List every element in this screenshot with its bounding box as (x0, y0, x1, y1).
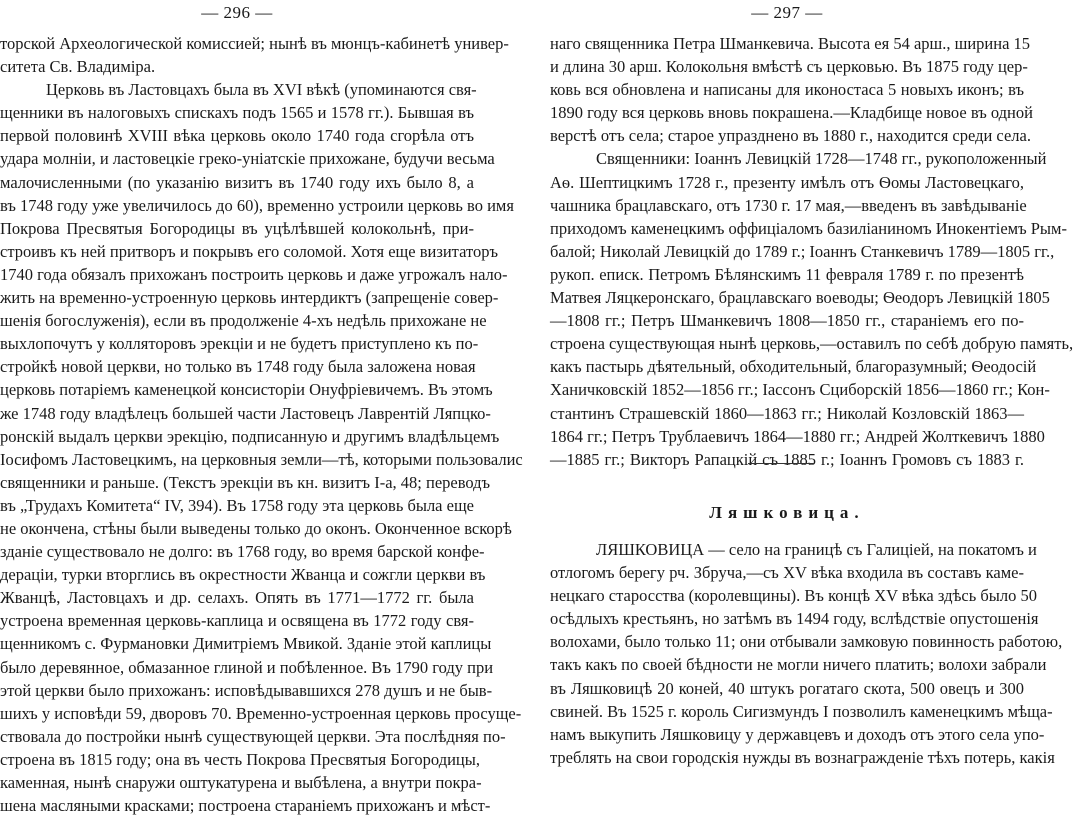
text-line: церковь потаріемъ каменецкой консисторіи Онуфріевичемъ. Въ этомъ (0, 380, 493, 400)
text-line: свиней. Въ 1525 г. король Сигизмундъ I позволилъ каменецкимъ мѣща- (550, 701, 1053, 721)
right-page (550, 0, 1073, 767)
text-line: строивъ къ ней притворъ и покрывъ его соломой. Хотя еще визитаторъ (0, 241, 499, 261)
left-page (0, 0, 523, 816)
text-line: стройкѣ новой церкви, но только въ 1748 году была заложена новая (0, 357, 476, 377)
text-line: Священники: Іоаннъ Левицкій 1728—1748 гг., рукоположенный (596, 149, 1047, 169)
right-text-block-top (550, 32, 1073, 471)
text-line: въ 1748 году уже увеличилось до 60), временно устроили церковь во имя (0, 195, 514, 215)
section-title: Ляшковица. (709, 503, 865, 522)
text-line: щенникомъ с. Фурмановки Димитріемъ Мвикой. Зданіе этой каплицы (0, 634, 492, 654)
text-line: осѣдлыхъ крестьянъ, но затѣмъ въ 1494 году, вслѣдствіе опустошенія (550, 609, 1039, 629)
text-line: щенники въ налоговыхъ спискахъ подъ 1565 и 1578 гг.). Бывшая въ (0, 103, 474, 123)
text-line: каменная, нынѣ снаружи оштукатурена и выбѣлена, а внутри покра- (0, 773, 482, 792)
text-line: —1808 гг.; Петръ Шманкевичъ 1808—1850 гг., стараніемъ его по- (550, 311, 1024, 331)
text-line: ЛЯШКОВИЦА — село на границѣ съ Галиціей, на покатомъ и (596, 540, 1037, 559)
page-number: — 297 — (751, 3, 823, 22)
text-line: первой половинѣ XVIII вѣка церковь около 1740 года сгорѣла отъ (0, 126, 474, 146)
text-line: строена существующая нынѣ церковь,—оставилъ по себѣ добрую память, (550, 334, 1073, 354)
text-line: строена въ 1815 году; она въ честь Покрова Пресвятыя Богородицы, (0, 749, 480, 769)
text-line: малочисленными (по указанію визитъ въ 1740 году ихъ было 8, а (0, 172, 474, 192)
text-line: Іосифомъ Ластовецкимъ, на церковныя земли—тѣ, которыми пользовалис (0, 449, 523, 469)
text-line: треблять на свои городскія нужды въ вознагражденіе тѣхъ потерь, какія (550, 747, 1055, 767)
text-line: стантинъ Страшевскій 1860—1863 гг.; Николай Козловскій 1863— (550, 403, 1024, 423)
text-line: выхлопочутъ у колляторовъ эрекціи и не будетъ приступлено къ по- (0, 334, 479, 354)
text-line: отлогомъ берегу рч. Збруча,—съ XV вѣка входила въ составъ камe- (550, 563, 1024, 583)
text-line: волохами, было только 11; они отбывали замковую повинность работою, (550, 632, 1063, 652)
text-line: торской Археологической комиссией; нынѣ въ мюнцъ-кабинетѣ универ- (0, 34, 509, 53)
right-text-block-bottom (550, 538, 1063, 769)
text-line: въ „Трудахъ Комитета“ IV, 394). Въ 1758 году эта церковь была еще (0, 495, 474, 515)
text-line: удара молніи, и ластовецкіе греко-уніатскіе прихожане, будучи весьма (0, 149, 495, 169)
text-line: же 1748 году владѣлецъ большей части Ластовецъ Лаврентій Ляпцко- (0, 403, 491, 423)
text-line: Церковь въ Ластовцахъ была въ XVI вѣкѣ (упоминаются свя- (46, 80, 477, 100)
text-line: зданіе существовало не долго: въ 1768 году, во время барской конфе- (0, 542, 485, 562)
text-line: 1864 гг.; Петръ Трублаевичъ 1864—1880 гг.; Андрей Жолткевичъ 1880 (550, 426, 1045, 446)
text-line: рукоп. епиcк. Петромъ Бѣлянскимъ 11 февраля 1789 г. по презентѣ (550, 264, 1024, 284)
text-line: нецкаго старосства (королевщины). Въ концѣ XV вѣка здѣсь было 50 (550, 586, 1037, 606)
text-line: и длина 30 арш. Колокольня вмѣстѣ съ церковью. Въ 1875 году цер- (550, 57, 1028, 77)
left-text-block (0, 32, 523, 817)
text-line: 1890 году вся церковь вновь покрашена.—Кладбище новое въ одной (550, 103, 1033, 123)
text-line: Матвея Ляцкеронскаго, брацлавскаго воеводы; Ѳеодоръ Левицкій 1805 (550, 288, 1050, 308)
text-line: Покрова Пресвятыя Богородицы въ уцѣлѣвшей колокольнѣ, при- (0, 218, 474, 238)
text-line: Жванцѣ, Ластовцахъ и др. селахъ. Опять въ 1771—1772 гг. была (0, 588, 474, 608)
text-line: верстѣ отъ села; старое упразднено въ 1880 г., находится среди села. (550, 126, 1031, 146)
text-line: ствовала до постройки нынѣ существующей церкви. Эта послѣдняя по- (0, 726, 506, 746)
text-line: устроена временная церковь-каплица и освящена въ 1772 году свя- (0, 611, 474, 631)
section-divider (748, 463, 814, 464)
page-number: — 296 — (201, 3, 273, 22)
text-line: не окончена, стѣны были выведены только до оконъ. Оконченное вскорѣ (0, 518, 512, 538)
text-line: шихъ у исповѣди 59, дворовъ 70. Временно-устроенная церковь просуще- (0, 703, 522, 723)
text-line: наго священника Петра Шманкевича. Высота ея 54 арш., ширина 15 (550, 34, 1031, 53)
text-line: такъ какъ по своей бѣдности не могли ничего платить; волохи забрали (550, 655, 1047, 675)
text-line: Ханичковскій 1852—1856 гг.; Іассонъ Сциборскій 1856—1860 гг.; Кон- (550, 380, 1050, 400)
text-line: ронскій выдалъ церкви эрекцію, подписанную и другимъ владѣльцемъ (0, 426, 500, 446)
text-line: въ Ляшковицѣ 20 коней, 40 штукъ рогатаго скота, 500 овецъ и 300 (550, 678, 1024, 698)
text-line: дераціи, турки вторглись въ окрестности Жванца и сожгли церкви въ (0, 565, 486, 585)
text-line: 1740 года обязалъ прихожанъ построить церковь и даже угрожалъ нало- (0, 264, 508, 284)
text-line: намъ выкупить Ляшковицу у державцевъ и доходъ отъ этого села упо- (550, 724, 1045, 744)
text-line: шена масляными красками; построена старанiемъ прихожанъ и мѣст- (0, 796, 491, 816)
text-line: этой церкви было прихожанъ: исповѣдывавшихся 278 душъ и не быв- (0, 680, 493, 700)
text-line: шенія богослуженія), если въ продолженіе 4-хъ недѣль прихожане не (0, 311, 487, 331)
text-line: чашника брацлавскаго, отъ 1730 г. 17 мая,—введенъ въ завѣдываніе (550, 195, 1027, 215)
text-line: священники и раньше. (Текстъ эрекціи въ кн. визитъ I-а, 48; переводъ (0, 472, 491, 492)
text-line: какъ пастырь дѣятельный, обходительный, благоразумный; Ѳеодосій (550, 357, 1037, 377)
text-line: жить на временно-устроенную церковь интердиктъ (запрещеніе совер- (0, 288, 499, 308)
text-line: приходомъ каменецкимъ оффиціаломъ базиліаниномъ Инокентіемъ Рым- (550, 218, 1067, 238)
text-line: —1885 гг.; Викторъ Рапацкій съ 1885 г.; Іоаннъ Громовъ съ 1883 г. (550, 449, 1024, 469)
text-line: балой; Николай Левицкій до 1789 г.; Іоаннъ Станкевичъ 1789—1805 гг., (550, 241, 1055, 261)
text-line: было деревянное, обмазанное глиной и побѣленное. Въ 1790 году при (0, 657, 494, 677)
text-line: ковь вся обновлена и написаны для иконостаса 5 новыхъ иконъ; въ (550, 80, 1024, 100)
text-line: Аѳ. Шептицкимъ 1728 г., презенту имѣлъ отъ Ѳомы Ластовецкаго, (550, 172, 1024, 192)
text-line: ситета Св. Владиміра. (0, 57, 156, 77)
